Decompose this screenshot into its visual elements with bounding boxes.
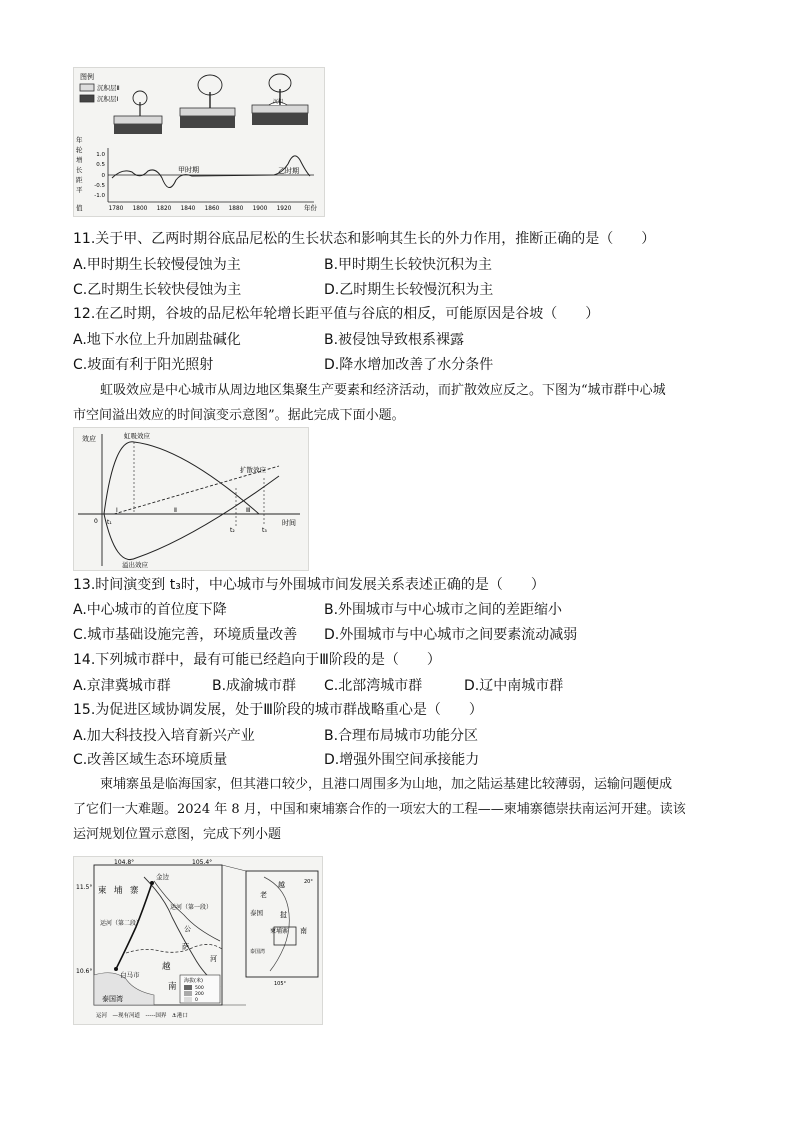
q14-stem: 14.下列城市群中，最有可能已经趋向于Ⅲ阶段的是（ ） xyxy=(73,652,441,668)
x-ticks xyxy=(109,206,292,212)
q12-stem: 12.在乙时期，谷坡的品尼松年轮增长距平值与谷底的相反，可能原因是谷坡（ ） xyxy=(73,306,600,322)
q12-option-a[interactable]: A.地下水位上升加剧盐碱化 xyxy=(73,332,241,348)
period-jia: 甲时期 xyxy=(178,166,199,174)
q14-option-d[interactable]: D.辽中南城市群 xyxy=(464,678,564,694)
svg-text:距: 距 xyxy=(76,176,83,184)
capital-marker xyxy=(150,881,154,885)
q11-option-a[interactable]: A.甲时期生长较慢侵蚀为主 xyxy=(73,257,241,273)
svg-text:1.0: 1.0 xyxy=(96,152,105,158)
port-marker xyxy=(114,967,118,971)
q13-option-d[interactable]: D.外围城市与中心城市之间要素流动减弱 xyxy=(324,627,578,643)
lon-2: 105.4° xyxy=(192,859,213,866)
q15-option-c[interactable]: C.改善区域生态环境质量 xyxy=(73,752,228,768)
inset-label-thailand: 泰国 xyxy=(250,909,263,917)
q12-option-d[interactable]: D.降水增加改善了水分条件 xyxy=(324,357,494,373)
intro-canal xyxy=(73,772,733,847)
q15-option-b[interactable]: B.合理布局城市功能分区 xyxy=(324,728,479,744)
fig2-x-label: 时间 xyxy=(282,519,296,527)
x-unit: 年份 xyxy=(304,204,317,212)
svg-text:1920: 1920 xyxy=(276,206,292,212)
city-port: 白马市 xyxy=(120,971,140,979)
siphon-curve xyxy=(104,442,259,514)
q15-option-a[interactable]: A.加大科技投入培育新兴产业 xyxy=(73,728,255,744)
q13-option-c[interactable]: C.城市基础设施完善，环境质量改善 xyxy=(73,627,298,643)
svg-text:1800: 1800 xyxy=(132,206,148,212)
spillover-figure xyxy=(73,427,309,571)
canal-map-svg xyxy=(74,857,322,1024)
svg-text:年: 年 xyxy=(76,136,83,144)
q11-stem: 11.关于甲、乙两时期谷底品尼松的生长状态和影响其生长的外力作用，推断正确的是（ ） xyxy=(73,231,656,247)
time-t2: t₂ xyxy=(230,527,235,534)
diffusion-label: 扩散效应 xyxy=(240,466,266,474)
q14-option-c[interactable]: C.北部湾城市群 xyxy=(324,678,423,694)
svg-text:1860: 1860 xyxy=(204,206,220,212)
gulf-label: 泰国湾 xyxy=(102,995,123,1003)
fig2-origin: 0 xyxy=(94,518,98,525)
country-cambodia-1: 柬 xyxy=(98,886,107,896)
svg-text:轮: 轮 xyxy=(76,146,83,154)
stage-3: Ⅲ xyxy=(246,507,251,514)
q11-option-c[interactable]: C.乙时期生长较快侵蚀为主 xyxy=(73,282,242,298)
svg-text:1780: 1780 xyxy=(108,206,124,212)
siphon-label: 虹吸效应 xyxy=(124,432,150,440)
elev-200: 200 xyxy=(195,992,204,997)
legend-layer1: 沉积层Ⅰ xyxy=(97,95,119,103)
country-vietnam-2: 南 xyxy=(168,982,177,992)
inset-label-nan: 南 xyxy=(300,927,307,935)
national-border xyxy=(126,944,222,953)
river-char-1: 公 xyxy=(184,925,191,933)
inset-label-lao: 老 xyxy=(260,891,267,899)
inset-label-cambodia: 柬埔寨 xyxy=(270,928,289,935)
country-vietnam-1: 越 xyxy=(162,962,171,972)
river-char-2: 萨 xyxy=(182,943,189,951)
q13-option-b[interactable]: B.外围城市与中心城市之间的差距缩小 xyxy=(324,602,563,618)
intro-siphon xyxy=(73,378,733,428)
q13-stem: 13.时间演变到 t₃时，中心城市与外围城市间发展关系表述正确的是（ ） xyxy=(73,577,545,593)
intro-siphon-line2: 市空间溢出效应的时间演变示意图”。据此完成下面小题。 xyxy=(73,408,405,423)
country-cambodia-3: 寨 xyxy=(130,886,139,896)
city-capital: 金边 xyxy=(156,873,169,881)
tree-diagram-1 xyxy=(114,91,162,134)
inset-lon: 105° xyxy=(274,981,287,987)
tree3-label: 沉积 xyxy=(273,99,284,105)
elev-swatch-low xyxy=(184,997,192,1002)
lat-1: 11.5° xyxy=(76,884,93,891)
mekong-river xyxy=(144,877,220,987)
legend-swatch-layer2 xyxy=(80,84,94,91)
svg-text:长: 长 xyxy=(76,166,83,174)
map-legend-text: 运河 —现有河道 -----国界 ⚓港口 xyxy=(96,1013,188,1019)
inset-coast xyxy=(264,877,289,971)
svg-text:增: 增 xyxy=(76,156,83,164)
spillover-label: 溢出效应 xyxy=(122,561,148,569)
canal-label-1: 运河（第一段） xyxy=(170,904,213,911)
inset-label-wo: 挝 xyxy=(280,911,287,919)
inset-connector-top xyxy=(222,865,246,871)
tree-ring-svg xyxy=(74,68,324,216)
svg-text:1820: 1820 xyxy=(156,206,172,212)
elev-500: 500 xyxy=(195,986,204,991)
canal-map-figure xyxy=(73,856,323,1025)
lon-1: 104.8° xyxy=(114,859,135,866)
period-yi: 乙时期 xyxy=(278,167,299,175)
svg-text:1900: 1900 xyxy=(252,206,268,212)
stage-1: Ⅰ xyxy=(116,507,118,514)
svg-text:值: 值 xyxy=(76,204,83,212)
stage-2: Ⅱ xyxy=(174,507,177,514)
tree-ring-figure xyxy=(73,67,325,217)
q11-option-d[interactable]: D.乙时期生长较慢沉积为主 xyxy=(324,282,494,298)
q12-option-b[interactable]: B.被侵蚀导致根系裸露 xyxy=(324,332,465,348)
intro-canal-line1: 柬埔寨虽是临海国家，但其港口较少，且港口周围多为山地，加之陆运基建比较薄弱，运输问题便成 xyxy=(100,777,673,792)
time-t3: t₃ xyxy=(262,527,267,534)
lat-2: 10.6° xyxy=(76,968,93,975)
q15-option-d[interactable]: D.增强外围空间承接能力 xyxy=(324,752,480,768)
q14-option-a[interactable]: A.京津冀城市群 xyxy=(73,678,171,694)
svg-text:-1.0: -1.0 xyxy=(94,193,105,199)
q14-option-b[interactable]: B.成渝城市群 xyxy=(212,678,297,694)
svg-text:平: 平 xyxy=(76,186,83,194)
q13-option-a[interactable]: A.中心城市的首位度下降 xyxy=(73,602,227,618)
river-char-3: 河 xyxy=(210,955,217,963)
svg-text:0: 0 xyxy=(101,173,105,179)
spillover-curve xyxy=(104,476,279,560)
intro-canal-line2: 了它们一大难题。2024 年 8 月，中国和柬埔寨合作的一项宏大的工程——柬埔寨德崇扶南运河开建。读该 xyxy=(73,802,686,817)
q11-option-b[interactable]: B.甲时期生长较快沉积为主 xyxy=(324,257,493,273)
svg-text:0.5: 0.5 xyxy=(96,162,105,168)
y-ticks xyxy=(94,152,105,199)
elev-title: 海拔(米) xyxy=(184,978,203,984)
inset-lat: 20° xyxy=(304,879,313,885)
svg-text:1840: 1840 xyxy=(180,206,196,212)
legend-title: 图例 xyxy=(80,73,94,81)
inset-label-gulf: 泰国湾 xyxy=(250,949,266,955)
country-cambodia-2: 埔 xyxy=(114,886,123,896)
spillover-svg xyxy=(74,428,308,570)
tree-diagram-2 xyxy=(180,75,235,128)
legend-swatch-layer1 xyxy=(80,95,94,102)
y-axis-label xyxy=(76,135,83,212)
q12-option-c[interactable]: C.坡面有利于阳光照射 xyxy=(73,357,214,373)
intro-siphon-line1: 虹吸效应是中心城市从周边地区集聚生产要素和经济活动，而扩散效应反之。下图为“城市群中心城 xyxy=(100,383,666,398)
svg-text:1880: 1880 xyxy=(228,206,244,212)
inset-label-yue: 越 xyxy=(278,881,285,889)
q15-stem: 15.为促进区域协调发展，处于Ⅲ阶段的城市群战略重心是（ ） xyxy=(73,702,483,718)
tree-diagram-3 xyxy=(252,74,308,125)
elev-swatch-mid xyxy=(184,991,192,996)
time-t1: t₁ xyxy=(107,519,112,526)
legend-layer2: 沉积层Ⅱ xyxy=(97,84,120,92)
elev-swatch-high xyxy=(184,985,192,990)
svg-text:-0.5: -0.5 xyxy=(94,183,105,189)
intro-canal-line3: 运河规划位置示意图，完成下列小题 xyxy=(73,827,282,842)
elev-0: 0 xyxy=(195,998,198,1003)
canal-label-2: 运河（第二段） xyxy=(100,920,143,927)
fig2-y-label: 效应 xyxy=(82,435,96,443)
